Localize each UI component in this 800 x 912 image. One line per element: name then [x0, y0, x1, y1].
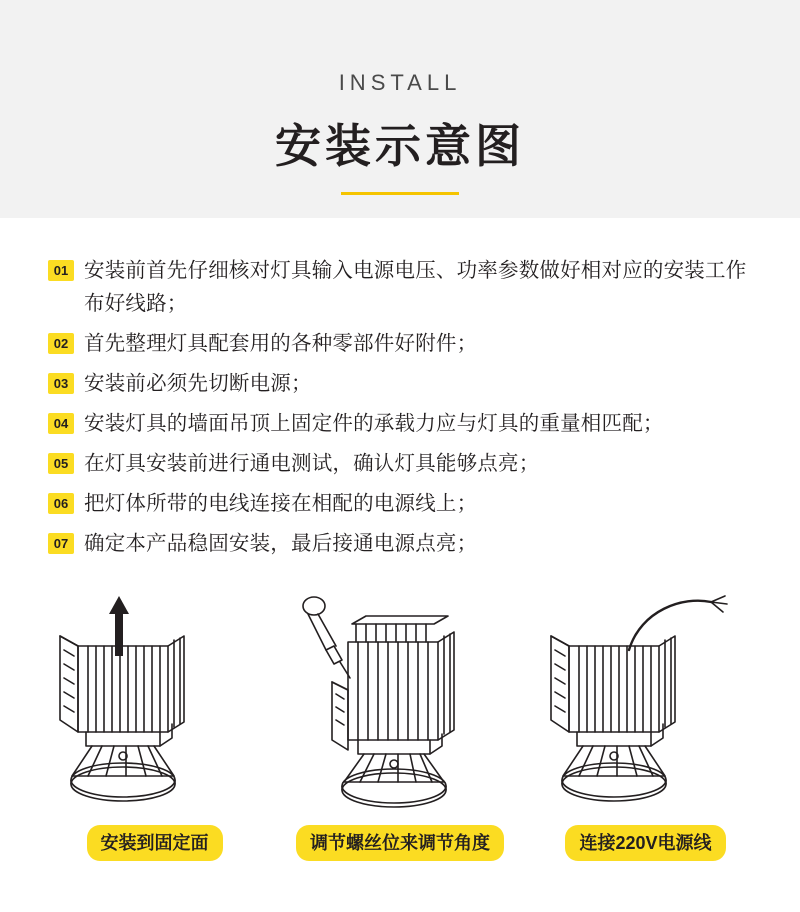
- title-underline: [341, 192, 459, 195]
- list-item: [48, 527, 756, 560]
- step-text: 首先整理灯具配套用的各种零部件好附件；: [84, 332, 478, 355]
- list-item: [48, 487, 756, 520]
- figure-caption: 安装到固定面: [87, 825, 223, 861]
- figure-caption: 连接220V电源线: [565, 825, 725, 861]
- step-text: 在灯具安装前进行通电测试，确认灯具能够点亮；: [84, 452, 540, 475]
- step-number-badge: 04: [48, 413, 74, 434]
- step-text: 把灯体所带的电线连接在相配的电源线上；: [84, 492, 478, 515]
- step-text: 确定本产品稳固安装，最后接通电源点亮；: [84, 532, 478, 555]
- figure-power: [533, 590, 758, 861]
- list-item: [48, 447, 756, 480]
- page-title: 安装示意图: [275, 120, 525, 172]
- floodlight-mount-arrow-icon: [42, 590, 267, 815]
- step-number-badge: 01: [48, 260, 74, 281]
- installation-steps-list: [0, 254, 800, 560]
- step-number-badge: 06: [48, 493, 74, 514]
- list-item: [48, 407, 756, 440]
- list-item: [48, 367, 756, 400]
- step-text: 安装灯具的墙面吊顶上固定件的承载力应与灯具的重量相匹配；: [84, 412, 664, 435]
- step-text: 安装前必须先切断电源；: [84, 372, 312, 395]
- step-number-badge: 05: [48, 453, 74, 474]
- header-english-title: INSTALL: [338, 70, 462, 95]
- page-header: [0, 0, 800, 218]
- list-item: [48, 327, 756, 360]
- step-number-badge: 03: [48, 373, 74, 394]
- list-item: [48, 254, 756, 320]
- figure-row: [0, 590, 800, 861]
- step-text: 安装前首先仔细核对灯具输入电源电压、功率参数做好相对应的安装工作布好线路；: [84, 259, 747, 315]
- floodlight-power-cable-icon: [533, 590, 758, 815]
- figure-mount: [42, 590, 267, 861]
- step-number-badge: 07: [48, 533, 74, 554]
- figure-caption: 调节螺丝位来调节角度: [296, 825, 504, 861]
- step-number-badge: 02: [48, 333, 74, 354]
- figure-adjust: [288, 590, 513, 861]
- floodlight-screwdriver-icon: [288, 590, 513, 815]
